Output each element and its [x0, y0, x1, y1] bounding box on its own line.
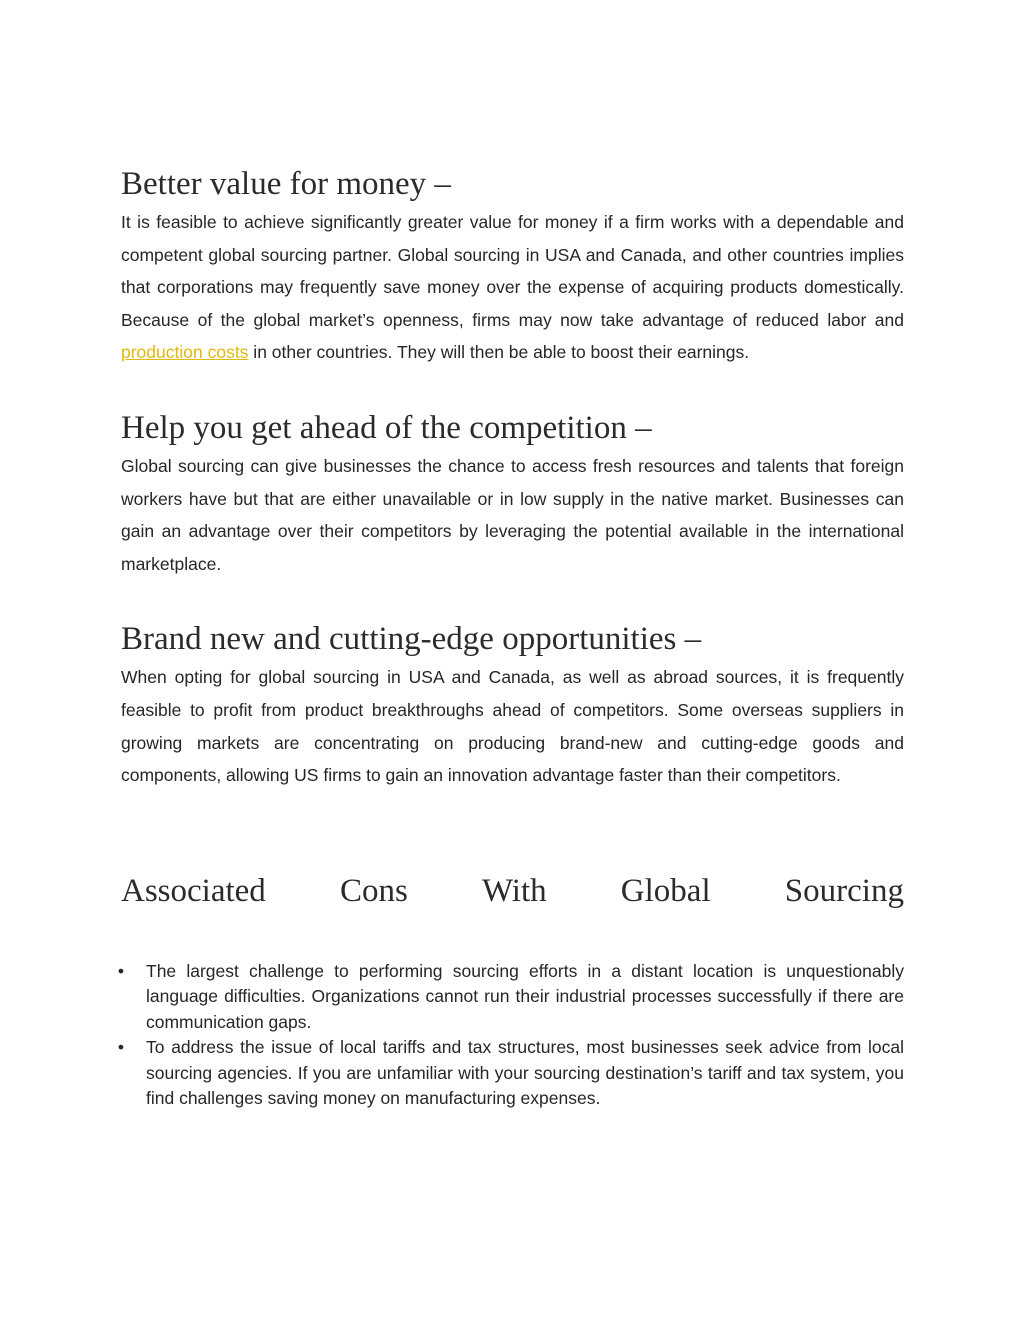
list-item — [117, 1035, 904, 1112]
cons-heading — [121, 869, 904, 913]
cons-heading-word: Associated — [121, 872, 266, 909]
list-item — [117, 959, 904, 1036]
paragraph-text: in other countries. They will then be able to boost their earnings. — [248, 342, 750, 363]
production-costs-link[interactable]: production costs — [121, 342, 249, 363]
cons-heading-word: Global — [620, 872, 711, 909]
cons-list — [117, 959, 904, 1112]
cons-heading-word: Sourcing — [784, 872, 904, 909]
section-heading-opportunities: Brand new and cutting-edge opportunities – — [121, 621, 702, 658]
section-heading-competition: Help you get ahead of the competition – — [121, 409, 652, 446]
list-item-text: The largest challenge to performing sourcing efforts in a distant location is unquestionably language difficulties. Organizations cannot run their industrial processes successfully if there are communication gaps. — [146, 960, 904, 1032]
section-paragraph-competition: Global sourcing can give businesses the chance to access fresh resources and talents that foreign workers have but that are either unavailable or in low supply in the native market. Businesses can gain an advantage over their competitors by leveraging the potential available in the international marketplace. — [121, 455, 904, 574]
list-item-text: To address the issue of local tariffs and tax structures, most businesses seek advice from local sourcing agencies. If you are unfamiliar with your sourcing destination’s tariff and tax system, you find challenges saving money on manufacturing expenses. — [146, 1037, 904, 1109]
section-paragraph-value — [121, 206, 904, 369]
bullet-icon: • — [117, 1037, 125, 1058]
cons-heading-word: Cons — [339, 872, 408, 909]
bullet-icon: • — [117, 960, 125, 981]
document-page — [117, 160, 904, 1112]
paragraph-text: It is feasible to achieve significantly greater value for money if a firm works with a dependable and competent global sourcing partner. Global sourcing in USA and Canada, and other countries implies that corporations may frequently save money over the expense of acquiring products domestically. Because of the global market’s openness, firms may now take advantage of reduced labor and — [121, 212, 904, 330]
cons-heading-word: With — [481, 872, 547, 909]
section-heading-value: Better value for money – — [121, 166, 451, 202]
section-paragraph-opportunities: When opting for global sourcing in USA and Canada, as well as abroad sources, it is frequently feasible to profit from product breakthroughs ahead of competitors. Some overseas suppliers in growing markets are concentrating on producing brand-new and cutting-edge goods and components, allowing US firms to gain an innovation advantage faster than their competitors. — [121, 667, 904, 786]
